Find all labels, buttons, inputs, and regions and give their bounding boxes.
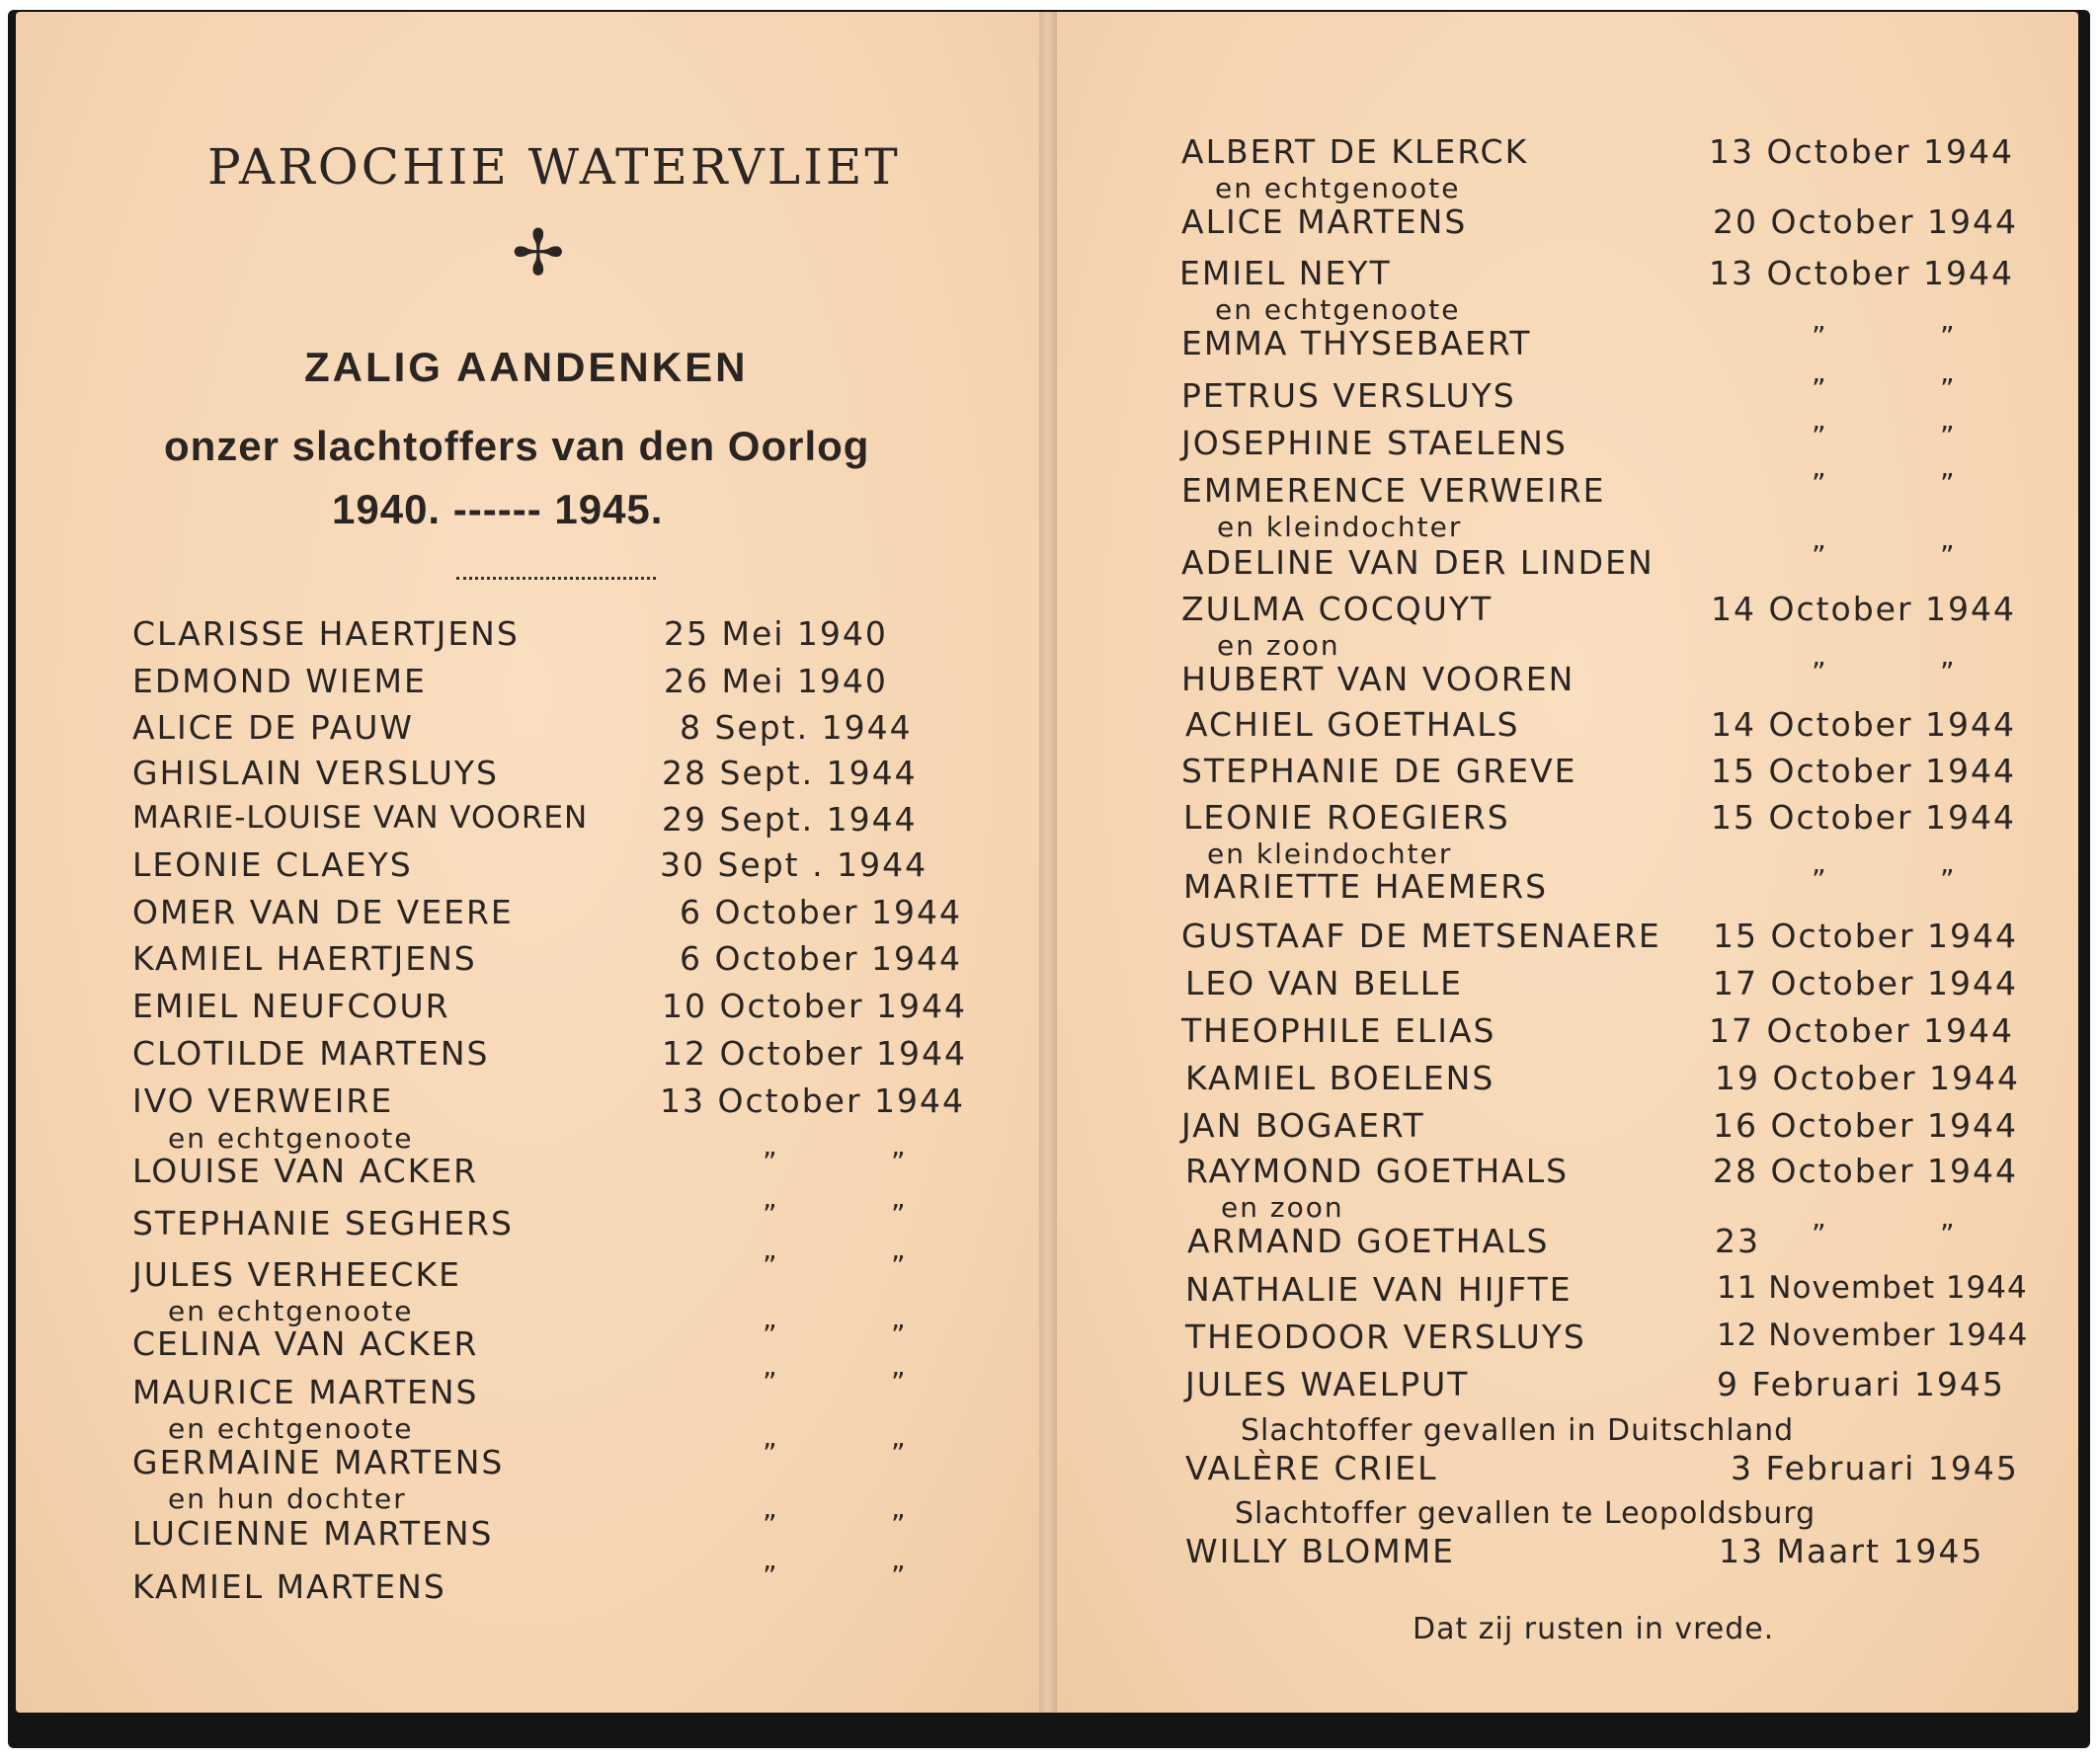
victim-name: LEONIE CLAEYS: [132, 845, 413, 884]
ditto-mark: ”: [1940, 372, 1955, 405]
divider: [456, 577, 656, 580]
victim-name: THEOPHILE ELIAS: [1181, 1011, 1496, 1050]
ditto-mark: ”: [1940, 1218, 1955, 1250]
victim-name: EMMERENCE VERWEIRE: [1181, 471, 1606, 510]
victim-name: KAMIEL HAERTJENS: [132, 939, 477, 978]
death-date: 8 Sept. 1944: [680, 708, 913, 747]
victim-name: CLARISSE HAERTJENS: [132, 614, 520, 653]
victim-name: EDMOND WIEME: [132, 662, 427, 700]
victim-name: KAMIEL BOELENS: [1185, 1059, 1495, 1097]
memorial-subtitle: onzer slachtoffers van den Oorlog: [164, 423, 870, 469]
death-date: 13 October 1944: [1709, 254, 2015, 292]
victim-name: GUSTAAF DE METSENAERE: [1181, 917, 1661, 955]
death-date: 17 October 1944: [1713, 964, 2019, 1002]
death-date: 9 Februari 1945: [1717, 1365, 2005, 1403]
ditto-mark: ”: [891, 1319, 906, 1351]
death-date: 15 October 1944: [1713, 917, 2019, 955]
death-date: 10 October 1944: [662, 987, 968, 1025]
relation-note: Slachtoffer gevallen te Leopoldsburg: [1235, 1496, 1817, 1531]
victim-name: ZULMA COCQUYT: [1181, 590, 1494, 628]
ditto-mark: ”: [1812, 420, 1826, 452]
relation-note: en zoon: [1221, 1191, 1344, 1224]
ditto-mark: ”: [891, 1249, 906, 1282]
relation-note: en echtgenoote: [1215, 172, 1461, 204]
victim-name: EMIEL NEYT: [1179, 254, 1392, 292]
death-date: 28 Sept. 1944: [662, 754, 918, 792]
victim-name: JULES VERHEECKE: [132, 1255, 461, 1294]
victim-name: LEO VAN BELLE: [1185, 964, 1464, 1002]
ditto-mark: ”: [763, 1198, 777, 1231]
victim-name: JOSEPHINE STAELENS: [1181, 424, 1568, 462]
ditto-mark: ”: [763, 1508, 777, 1541]
victim-name: JAN BOGAERT: [1181, 1106, 1425, 1145]
ditto-mark: ”: [1940, 656, 1955, 688]
death-date: 26 Mei 1940: [664, 662, 888, 700]
death-date: 17 October 1944: [1709, 1011, 2015, 1050]
victim-name: CLOTILDE MARTENS: [132, 1034, 490, 1073]
death-date: 14 October 1944: [1711, 705, 2017, 744]
memorial-years: 1940. ------ 1945.: [332, 486, 664, 532]
victim-name: LOUISE VAN ACKER: [132, 1152, 479, 1190]
death-date: 16 October 1944: [1713, 1106, 2019, 1145]
parish-title: PAROCHIE WATERVLIET: [207, 138, 901, 196]
relation-note: Slachtoffer gevallen in Duitschland: [1241, 1413, 1795, 1448]
victim-name: MARIETTE HAEMERS: [1183, 867, 1549, 906]
death-date: 15 October 1944: [1711, 752, 2017, 790]
ditto-mark: ”: [763, 1146, 777, 1178]
victim-name: OMER VAN DE VEERE: [132, 893, 514, 931]
ditto-mark: ”: [891, 1508, 906, 1541]
death-date: 3 Februari 1945: [1731, 1449, 2019, 1487]
victim-name: JULES WAELPUT: [1185, 1365, 1470, 1403]
ditto-mark: ”: [891, 1198, 906, 1231]
victim-name: LEONIE ROEGIERS: [1183, 798, 1510, 837]
victim-name: NATHALIE VAN HIJFTE: [1185, 1270, 1573, 1309]
relation-note: en kleindochter: [1207, 838, 1453, 870]
ditto-mark: ”: [1940, 420, 1955, 452]
victim-name: MARIE-LOUISE VAN VOOREN: [132, 800, 589, 836]
victim-name: STEPHANIE DE GREVE: [1181, 752, 1577, 790]
ditto-mark: ”: [763, 1366, 777, 1399]
death-date: 19 October 1944: [1715, 1059, 2021, 1097]
memorial-title: ZALIG AANDENKEN: [304, 344, 749, 390]
ditto-mark: ”: [1812, 372, 1826, 405]
ditto-mark: ”: [763, 1249, 777, 1282]
ditto-mark: ”: [1812, 467, 1826, 500]
ditto-mark: ”: [763, 1437, 777, 1470]
ditto-mark: ”: [891, 1560, 906, 1592]
death-date: 25 Mei 1940: [664, 614, 888, 653]
closing-prayer: Dat zij rusten in vrede.: [1413, 1612, 1775, 1646]
death-date: 13 October 1944: [660, 1081, 966, 1120]
ditto-mark: ”: [1812, 863, 1826, 896]
death-date: 29 Sept. 1944: [662, 800, 918, 839]
victim-name: ARMAND GOETHALS: [1187, 1222, 1550, 1260]
victim-name: LUCIENNE MARTENS: [132, 1514, 494, 1553]
relation-note: en kleindochter: [1217, 511, 1463, 543]
death-date: 30 Sept . 1944: [660, 845, 929, 884]
death-date: 20 October 1944: [1713, 202, 2019, 241]
ditto-mark: ”: [891, 1437, 906, 1470]
death-date: 6 October 1944: [680, 939, 963, 978]
relation-note: en echtgenoote: [168, 1412, 414, 1445]
victim-name: WILLY BLOMME: [1185, 1532, 1456, 1570]
relation-note: en echtgenoote: [168, 1122, 414, 1155]
ditto-mark: ”: [763, 1560, 777, 1592]
death-date: 12 October 1944: [662, 1034, 968, 1073]
ditto-mark: ”: [1812, 539, 1826, 572]
victim-name: ALICE MARTENS: [1181, 202, 1468, 241]
victim-name: HUBERT VAN VOOREN: [1181, 660, 1575, 698]
death-date: 23: [1715, 1222, 1760, 1260]
victim-name: GHISLAIN VERSLUYS: [132, 754, 499, 792]
victim-name: KAMIEL MARTENS: [132, 1567, 446, 1606]
death-date: 14 October 1944: [1711, 590, 2017, 628]
victim-name: ALICE DE PAUW: [132, 708, 414, 747]
card-fold: [1039, 12, 1057, 1713]
death-date: 11 Novembet 1944: [1717, 1270, 2028, 1306]
victim-name: IVO VERWEIRE: [132, 1081, 394, 1120]
victim-name: ADELINE VAN DER LINDEN: [1181, 543, 1655, 582]
victim-name: RAYMOND GOETHALS: [1185, 1152, 1570, 1190]
ditto-mark: ”: [1940, 320, 1955, 353]
death-date: 28 October 1944: [1713, 1152, 2019, 1190]
ditto-mark: ”: [1812, 1218, 1826, 1250]
victim-name: STEPHANIE SEGHERS: [132, 1204, 514, 1242]
cross-icon: ✢: [512, 217, 565, 290]
ditto-mark: ”: [891, 1366, 906, 1399]
victim-name: GERMAINE MARTENS: [132, 1443, 505, 1481]
ditto-mark: ”: [1940, 539, 1955, 572]
victim-name: EMIEL NEUFCOUR: [132, 987, 450, 1025]
ditto-mark: ”: [1812, 320, 1826, 353]
ditto-mark: ”: [763, 1319, 777, 1351]
victim-name: THEODOOR VERSLUYS: [1185, 1318, 1586, 1356]
victim-name: ALBERT DE KLERCK: [1181, 132, 1529, 171]
victim-name: VALÈRE CRIEL: [1185, 1449, 1438, 1487]
death-date: 15 October 1944: [1711, 798, 2017, 837]
death-date: 13 Maart 1945: [1719, 1532, 1984, 1570]
victim-name: MAURICE MARTENS: [132, 1373, 479, 1411]
death-date: 12 November 1944: [1717, 1318, 2029, 1353]
victim-name: CELINA VAN ACKER: [132, 1324, 479, 1363]
death-date: 6 October 1944: [680, 893, 963, 931]
ditto-mark: ”: [1812, 656, 1826, 688]
ditto-mark: ”: [891, 1146, 906, 1178]
victim-name: EMMA THYSEBAERT: [1181, 324, 1532, 362]
relation-note: en hun dochter: [168, 1482, 407, 1515]
relation-note: en zoon: [1217, 629, 1340, 662]
relation-note: en echtgenoote: [1215, 293, 1461, 326]
victim-name: ACHIEL GOETHALS: [1185, 705, 1520, 744]
relation-note: en echtgenoote: [168, 1295, 414, 1327]
victim-name: PETRUS VERSLUYS: [1181, 376, 1516, 415]
death-date: 13 October 1944: [1709, 132, 2015, 171]
ditto-mark: ”: [1940, 467, 1955, 500]
ditto-mark: ”: [1940, 863, 1955, 896]
